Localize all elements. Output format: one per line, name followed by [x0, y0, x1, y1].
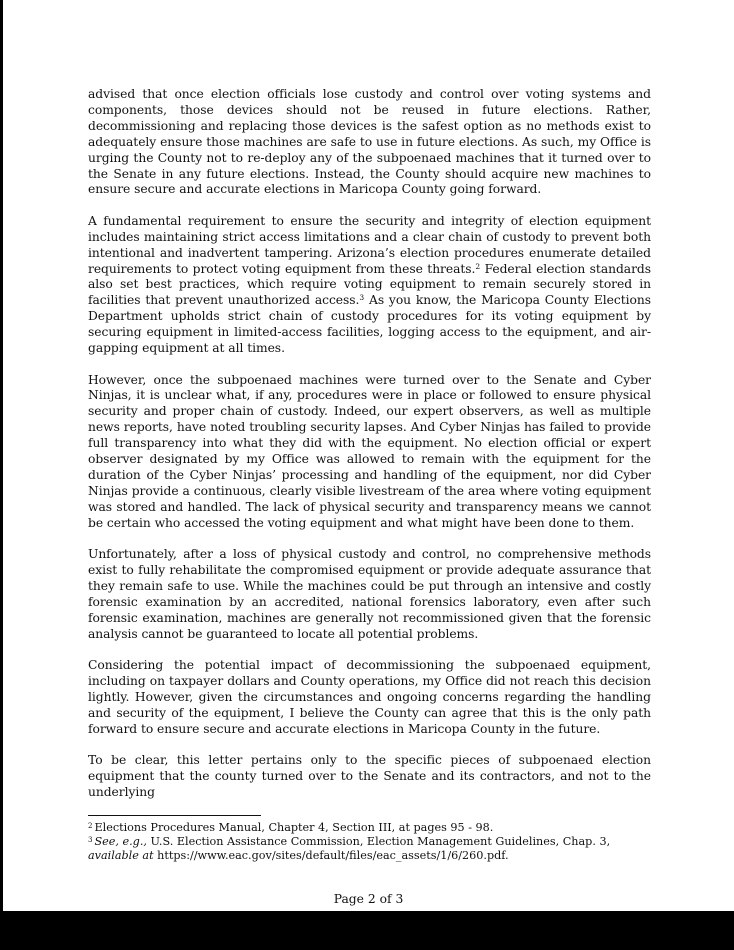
- security-text-2: Federal election standards also set best practices, which require voting equipment to remain securely stored in facilities that prevent unauthorized access.: [88, 261, 651, 308]
- footnote-2-text: Elections Procedures Manual, Chapter 4, Section III, at pages 95 - 98.: [94, 821, 494, 834]
- letter-body: [88, 87, 651, 816]
- footnote-3-url[interactable]: https://www.eac.gov/sites/default/files/eac_assets/1/6/260.pdf.: [153, 849, 509, 863]
- footnote-ref-2: 2: [475, 261, 481, 271]
- footnote-3: [88, 835, 668, 863]
- document-page: [3, 0, 734, 911]
- paragraph-decommission: advised that once election officials lose custody and control over voting systems and components, those devices should not be reused in future elections. Rather, decommissioning and replacing those devices is the safest option as no methods exist to adequately ensure those machines are safe to use in future elections. As such, my Office is urging the County not to re-deploy any of the subpoenaed machines that it turned over to the Senate in any future elections. Instead, the County should acquire new machines to ensure secure and accurate elections in Maricopa County going forward.: [88, 87, 651, 197]
- paragraph-cyber-ninjas: However, once the subpoenaed machines were turned over to the Senate and Cyber Ninjas, it is unclear what, if any, procedures were in place or followed to ensure physical security and proper chain of custody. Indeed, our expert observers, as well as multiple news reports, have noted troubling security lapses. And Cyber Ninjas has failed to provide full transparency into what they did with the equipment. No election official or expert observer designated by my Office was allowed to remain with the equipment for the duration of the Cyber Ninjas’ processing and handling of the equipment, nor did Cyber Ninjas provide a continuous, clearly visible livestream of the area where voting equipment was stored and handled. The lack of physical security and transparency means we cannot be certain who accessed the voting equipment and what might have been done to them.: [88, 372, 651, 530]
- footnote-3-number: 3: [88, 836, 93, 845]
- security-text-1: A fundamental requirement to ensure the security and integrity of election equipment includes maintaining strict access limitations and a clear chain of custody to prevent both intentional and inadvertent tampering. Arizona’s election procedures enumerate detailed requirements to protect voting equipment from these threats.: [88, 213, 651, 276]
- security-text-3: As you know, the Maricopa County Elections Department upholds strict chain of custody procedures for its voting equipment by securing equipment in limited-access facilities, logging access to the equipment, and air-gapping equipment at all times.: [88, 293, 652, 356]
- paragraph-impact: Considering the potential impact of decommissioning the subpoenaed equipment, including on taxpayer dollars and County operations, my Office did not reach this decision lightly. However, given the circumstances and ongoing concerns regarding the handling and security of the equipment, I believe the County can agree that this is the only path forward to ensure secure and accurate elections in Maricopa County in the future.: [88, 658, 651, 736]
- footnote-3-available: available at: [88, 849, 154, 863]
- footnotes: [88, 821, 668, 864]
- footnote-2: [88, 821, 668, 835]
- footnote-2-number: 2: [88, 822, 93, 830]
- paragraph-rehabilitation: Unfortunately, after a loss of physical custody and control, no comprehensive methods exist to fully rehabilitate the compromised equipment or provide adequate assurance that they remain safe to use. While the machines could be put through an intensive and costly forensic examination by an accredited, national forensics laboratory, even after such forensic examination, machines are generally not recommissioned given that the forensic analysis cannot be guaranteed to locate all potential problems.: [88, 547, 651, 641]
- page-number: Page 2 of 3: [333, 892, 404, 906]
- footnote-ref-3: 3: [359, 293, 365, 303]
- footnote-3-text: U.S. Election Assistance Commission, Election Management Guidelines, Chap. 3,: [146, 835, 611, 849]
- paragraph-scope: To be clear, this letter pertains only to the specific pieces of subpoenaed election equipment that the county turned over to the Senate and its contractors, and not to the underlying: [88, 753, 651, 799]
- paragraph-security: [88, 214, 651, 357]
- footnote-divider: [88, 815, 261, 816]
- footnote-3-signal: See, e.g.,: [94, 835, 147, 849]
- viewer-bottom-bar: [0, 911, 734, 950]
